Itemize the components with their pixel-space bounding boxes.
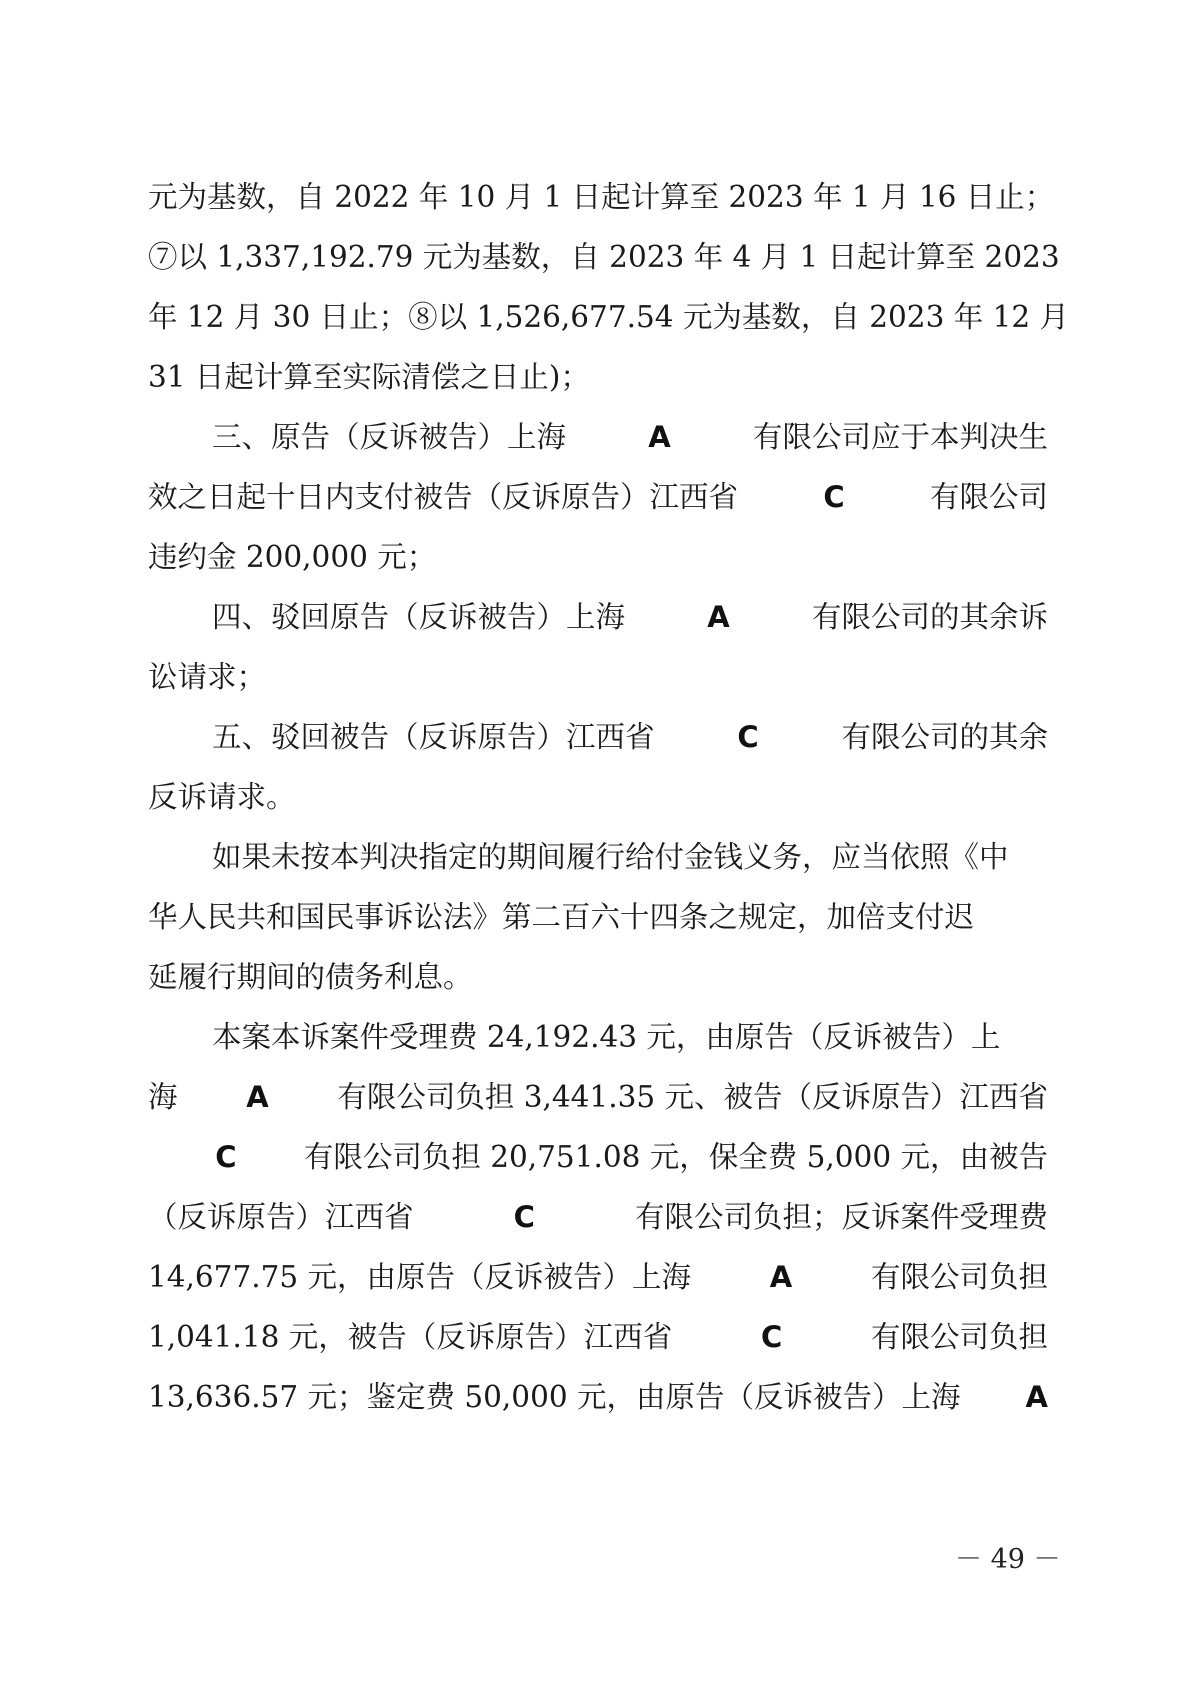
text-segment: 14,677.75 元，由原告（反诉被告）上海 <box>148 1260 692 1294</box>
text-segment: 反诉请求。 <box>148 780 296 814</box>
text-segment: 31 日起计算至实际清偿之日止)； <box>148 360 590 394</box>
text-segment: 13,636.57 元；鉴定费 50,000 元，由原告（反诉被告）上海 <box>148 1380 961 1414</box>
redacted-party-label: A <box>707 600 730 634</box>
text-line <box>148 1195 1048 1239</box>
text-segment: 有限公司负担 <box>870 1320 1048 1354</box>
redacted-party-label: A <box>648 420 671 454</box>
redacted-party-label: A <box>1025 1380 1048 1414</box>
text-line <box>148 1315 1048 1359</box>
text-segment: 本案本诉案件受理费 24,192.43 元，由原告（反诉被告）上 <box>212 1020 1001 1054</box>
text-line <box>148 535 1048 579</box>
text-line <box>148 1135 1048 1179</box>
text-segment: 五、驳回被告（反诉原告）江西省 <box>212 720 655 754</box>
text-segment: 有限公司负担 3,441.35 元、被告（反诉原告）江西省 <box>337 1080 1048 1114</box>
text-line <box>148 295 1070 339</box>
text-segment: 延履行期间的债务利息。 <box>148 960 473 994</box>
text-line <box>212 595 1048 639</box>
page-number: － 49 － <box>955 1544 1061 1575</box>
text-line <box>148 1375 1048 1419</box>
text-segment: 四、驳回原告（反诉被告）上海 <box>212 600 626 634</box>
text-line <box>148 355 1048 399</box>
text-segment: 元为基数，自 2022 年 10 月 1 日起计算至 2023 年 1 月 16 日止； <box>148 180 1055 214</box>
redacted-party-label: C <box>760 1320 783 1354</box>
text-segment: 有限公司负担 <box>870 1260 1048 1294</box>
text-line <box>148 235 1060 279</box>
text-segment: 违约金 200,000 元； <box>148 540 437 574</box>
redacted-party-label: C <box>215 1140 237 1174</box>
text-segment: 有限公司的其余诉 <box>811 600 1048 634</box>
text-segment: 如果未按本判决指定的期间履行给付金钱义务，应当依照《中 <box>212 840 1009 874</box>
text-segment: 效之日起十日内支付被告（反诉原告）江西省 <box>148 480 739 514</box>
text-line <box>148 175 1055 219</box>
redacted-party-label: A <box>246 1080 269 1114</box>
text-segment: （反诉原告）江西省 <box>148 1200 414 1234</box>
redacted-party-label: A <box>769 1260 793 1294</box>
text-segment: 海 <box>148 1080 178 1114</box>
text-line <box>148 475 1048 519</box>
text-line <box>212 715 1048 759</box>
redacted-party-label: C <box>823 480 845 514</box>
text-line <box>148 1255 1048 1299</box>
text-line <box>148 955 1048 999</box>
text-line <box>212 835 1048 879</box>
text-segment: 年 12 月 30 日止；⑧以 1,526,677.54 元为基数，自 2023 年 12 月 <box>148 300 1070 334</box>
text-segment: 有限公司 <box>929 480 1048 514</box>
text-line <box>212 1015 1048 1059</box>
redacted-party-label: C <box>513 1200 535 1234</box>
text-line <box>148 895 1048 939</box>
text-segment: 1,041.18 元，被告（反诉原告）江西省 <box>148 1320 673 1354</box>
text-segment: 有限公司负担 20,751.08 元，保全费 5,000 元，由被告 <box>303 1140 1048 1174</box>
text-line <box>148 775 1048 819</box>
text-segment: 有限公司的其余 <box>841 720 1048 754</box>
text-segment: 有限公司负担；反诉案件受理费 <box>634 1200 1048 1234</box>
text-segment: 讼请求； <box>148 660 267 694</box>
text-line <box>212 415 1048 459</box>
text-line <box>148 655 1048 699</box>
text-segment: 华人民共和国民事诉讼法》第二百六十四条之规定，加倍支付迟 <box>148 900 975 934</box>
text-segment: 有限公司应于本判决生 <box>752 420 1048 454</box>
text-segment: 三、原告（反诉被告）上海 <box>212 420 567 454</box>
redacted-party-label: C <box>737 720 759 754</box>
text-line <box>148 1075 1048 1119</box>
text-segment: ⑦以 1,337,192.79 元为基数，自 2023 年 4 月 1 日起计算至 2023 <box>148 240 1060 274</box>
